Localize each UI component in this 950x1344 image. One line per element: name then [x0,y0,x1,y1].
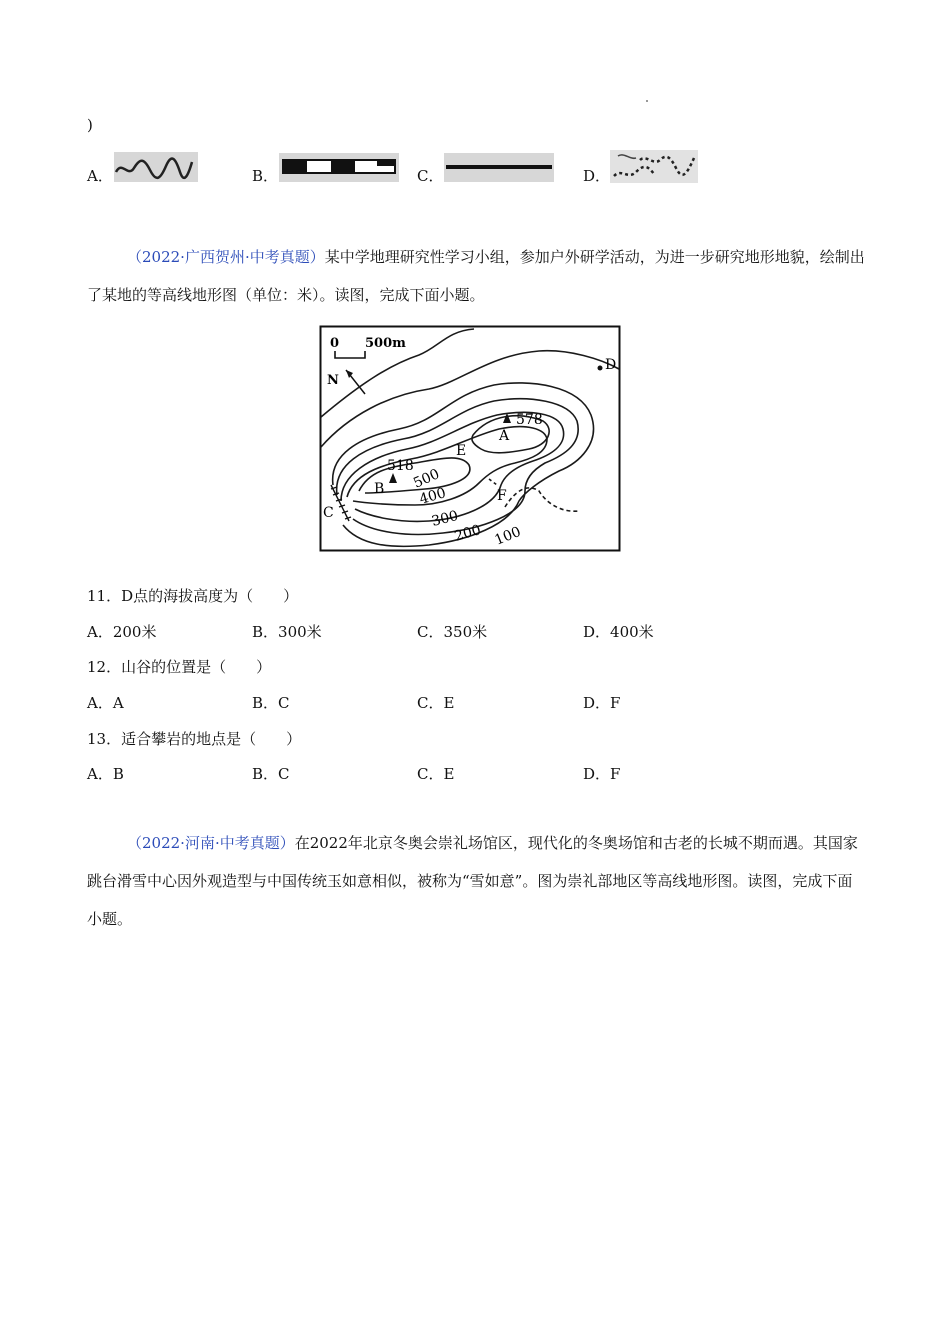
option-c-letter: C． [417,167,444,185]
contour-label-300: 300 [430,507,460,530]
q13-option-a: A．B [87,765,124,783]
road-line-symbol-icon [444,153,554,182]
passage-2-text: 在2022年北京冬奥会崇礼场馆区，现代化的冬奥场馆和古老的长城不期而遇。其国家跳台滑雪中心因外观造型与中国传统玉如意相似，被称为“雪如意”。图为崇礼部地区等高线地形图。读图，完成下面小题。 [87,834,858,928]
q11-option-c: C．350米 [417,623,488,641]
q11-option-b: B．300米 [252,623,322,641]
q13-option-c: C．E [417,765,455,783]
scale-zero: 0 [330,336,340,351]
question-12-stem: 12．山谷的位置是（ ） [87,658,272,676]
q11-option-d: D．400米 [583,623,654,641]
contour-label-100: 100 [492,523,524,549]
question-13-stem: 13．适合攀岩的地点是（ ） [87,730,302,748]
peak-b-elevation: 518 [387,458,414,474]
peak-a-elevation: 578 [516,412,543,428]
passage-1-text: 某中学地理研究性学习小组，参加户外研学活动，为进一步研究地形地貌，绘制出了某地的等高线地形图（单位：米）。读图，完成下面小题。 [87,248,865,304]
point-f-label: F [497,488,507,504]
point-e-label: E [456,443,467,459]
q12-option-b: B．C [252,694,290,712]
wavy-river-symbol-icon [114,152,198,182]
dashed-river-symbol-icon [610,150,698,183]
speck [646,100,648,102]
option-d-letter: D． [583,167,611,185]
q11-option-a: A．200米 [87,623,157,641]
point-b-label: B [374,481,385,497]
railway-symbol-icon [279,153,399,182]
passage-2-source: （2022·河南·中考真题） [127,834,295,852]
point-a-label: A [499,428,510,444]
point-c-label: C [323,505,334,521]
contour-map [319,325,621,552]
point-d-dot [598,366,603,371]
scale-label: 500m [365,336,406,351]
q12-option-a: A．A [87,694,124,712]
previous-question-paren: ) [87,116,93,134]
north-label: N [327,373,339,388]
q13-option-b: B．C [252,765,290,783]
point-d-label: D [605,357,617,373]
q13-option-d: D．F [583,765,621,783]
q12-option-c: C．E [417,694,455,712]
passage-1-source: （2022·广西贺州·中考真题） [127,248,325,266]
option-b-letter: B． [252,167,279,185]
q12-option-d: D．F [583,694,621,712]
contour-label-400: 400 [417,485,448,508]
passage-1 [87,238,867,314]
option-a-letter: A． [87,167,113,185]
contour-label-200: 200 [452,522,483,545]
question-11-stem: 11．D点的海拔高度为（ ） [87,587,299,605]
contour-label-500: 500 [411,466,443,492]
passage-2 [87,824,867,938]
